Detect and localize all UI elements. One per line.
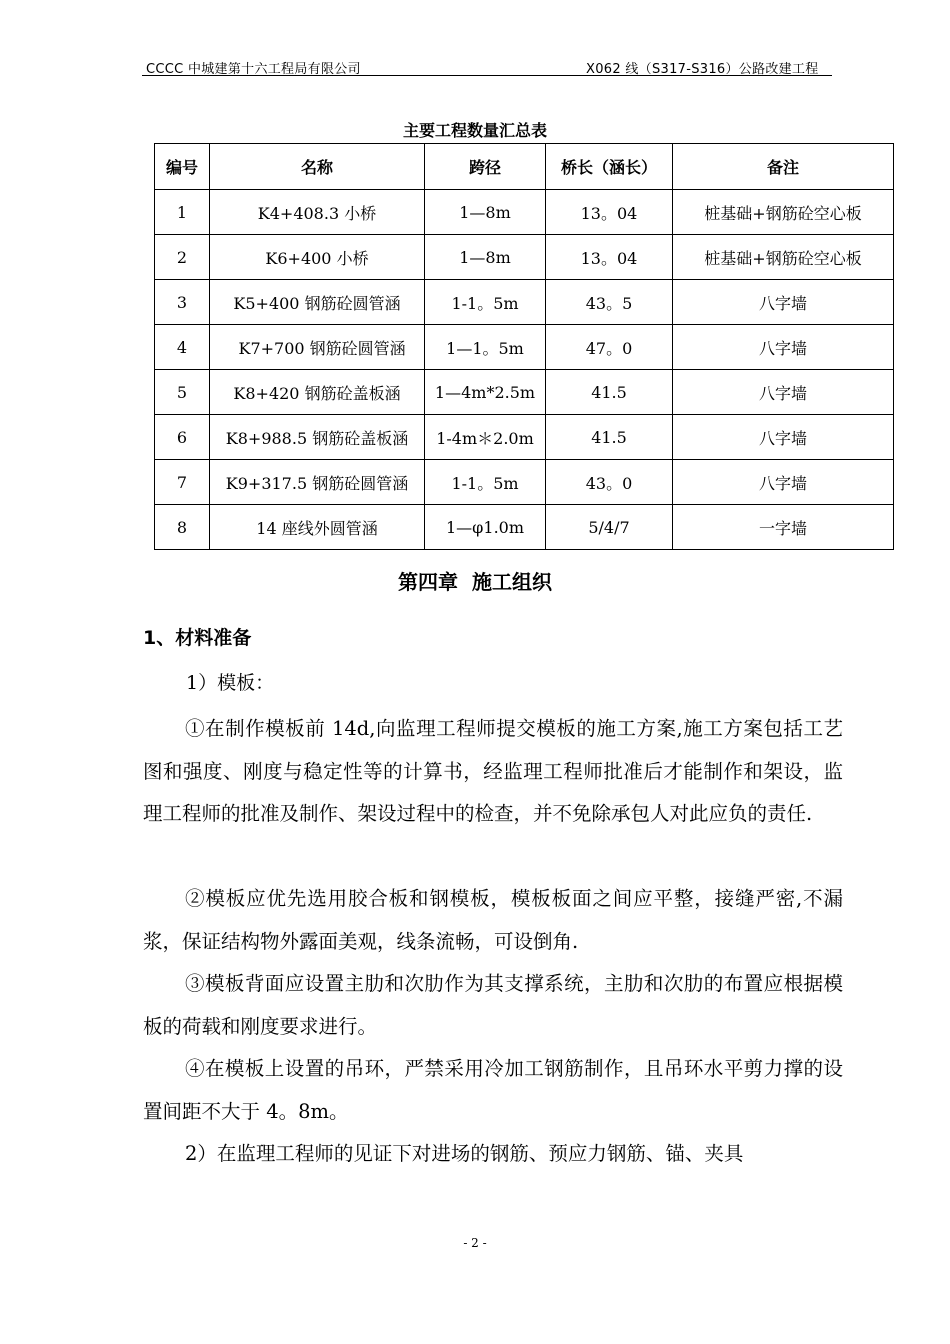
cell-length: 5/4/7	[546, 505, 673, 550]
cell-name: 14 座线外圆管涵	[210, 505, 425, 550]
cell-remarks: 桩基础+钢筋砼空心板	[673, 190, 894, 235]
table-row	[155, 235, 894, 280]
cell-length: 43。0	[546, 460, 673, 505]
cell-length: 47。0	[546, 325, 673, 370]
chapter-title: 第四章 施工组织	[398, 570, 552, 594]
cell-remarks: 一字墙	[673, 505, 894, 550]
cell-number: 1	[155, 190, 210, 235]
cell-remarks: 八字墙	[673, 415, 894, 460]
cell-name: K8+988.5 钢筋砼盖板涵	[210, 415, 425, 460]
paragraph-formwork-material: ②模板应优先选用胶合板和钢模板，模板板面之间应平整，接缝严密,不漏浆，保证结构物外露面美观，线条流畅，可设倒角.	[143, 887, 843, 953]
cell-length: 41.5	[546, 370, 673, 415]
cell-remarks: 八字墙	[673, 325, 894, 370]
cell-number: 3	[155, 280, 210, 325]
table-title: 主要工程数量汇总表	[402, 121, 547, 140]
paragraph-formwork-ribs: ③模板背面应设置主肋和次肋作为其支撑系统，主肋和次肋的布置应根据模板的荷载和刚度要求进行。	[143, 972, 843, 1038]
cell-number: 6	[155, 415, 210, 460]
header-project: X062 线（S317-S316）公路改建工程	[586, 62, 819, 77]
cell-span: 1—1。5m	[425, 325, 546, 370]
cell-span: 1-4m＊2.0m	[425, 415, 546, 460]
cell-length: 13。04	[546, 235, 673, 280]
col-header-remarks: 备注	[673, 144, 894, 190]
table-row	[155, 325, 894, 370]
table-row	[155, 415, 894, 460]
cell-remarks: 八字墙	[673, 460, 894, 505]
quantity-summary-table	[154, 143, 894, 550]
cell-name: K6+400 小桥	[210, 235, 425, 280]
cell-name: K8+420 钢筋砼盖板涵	[210, 370, 425, 415]
cell-span: 1—4m*2.5m	[425, 370, 546, 415]
table-row	[155, 460, 894, 505]
cell-length: 13。04	[546, 190, 673, 235]
cell-span: 1-1。5m	[425, 280, 546, 325]
table-row	[155, 370, 894, 415]
cell-span: 1—8m	[425, 235, 546, 280]
table-header-row	[155, 144, 894, 190]
paragraph-lifting-rings: ④在模板上设置的吊环，严禁采用冷加工钢筋制作，且吊环水平剪力撑的设置间距不大于 4。8m。	[143, 1057, 843, 1123]
cell-name: K7+700 钢筋砼圆管涵	[210, 325, 425, 370]
cell-length: 43。5	[546, 280, 673, 325]
table-row	[155, 505, 894, 550]
page-number: - 2 -	[463, 1236, 487, 1250]
col-header-number: 编号	[155, 144, 210, 190]
col-header-name: 名称	[210, 144, 425, 190]
cell-number: 7	[155, 460, 210, 505]
col-header-length: 桥长（涵长）	[546, 144, 673, 190]
cell-number: 8	[155, 505, 210, 550]
section-title: 1、材料准备	[143, 627, 252, 649]
subsection-title: 1）模板：	[186, 672, 275, 694]
cell-remarks: 桩基础+钢筋砼空心板	[673, 235, 894, 280]
header-rule	[142, 75, 832, 76]
cell-span: 1—φ1.0m	[425, 505, 546, 550]
cell-number: 4	[155, 325, 210, 370]
cell-name: K5+400 钢筋砼圆管涵	[210, 280, 425, 325]
cell-length: 41.5	[546, 415, 673, 460]
cell-span: 1-1。5m	[425, 460, 546, 505]
cell-number: 2	[155, 235, 210, 280]
cell-name: K9+317.5 钢筋砼圆管涵	[210, 460, 425, 505]
cell-span: 1—8m	[425, 190, 546, 235]
cell-remarks: 八字墙	[673, 280, 894, 325]
table-row	[155, 280, 894, 325]
col-header-span: 跨径	[425, 144, 546, 190]
header-company: CCCC 中城建第十六工程局有限公司	[146, 62, 361, 77]
paragraph-material-inspection: 2）在监理工程师的见证下对进场的钢筋、预应力钢筋、锚、夹具	[185, 1142, 744, 1165]
table-row	[155, 190, 894, 235]
cell-number: 5	[155, 370, 210, 415]
paragraph-formwork-plan: ①在制作模板前 14d,向监理工程师提交模板的施工方案,施工方案包括工艺图和强度、刚度与稳定性等的计算书，经监理工程师批准后才能制作和架设，监理工程师的批准及制作、架设过程中的检查，并不免除承包人对此应负的责任.	[143, 717, 843, 825]
cell-name: K4+408.3 小桥	[210, 190, 425, 235]
cell-remarks: 八字墙	[673, 370, 894, 415]
